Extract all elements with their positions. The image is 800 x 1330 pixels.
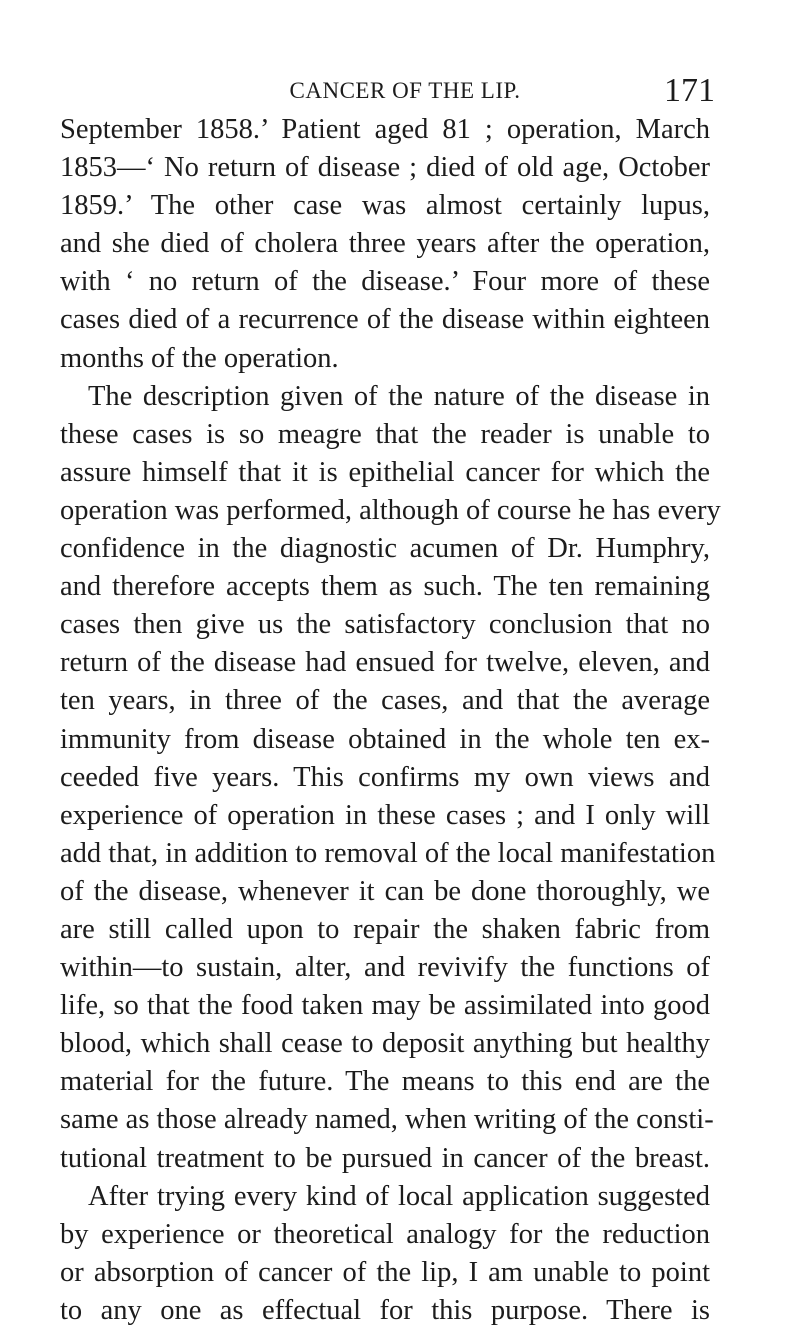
- text-line: and she died of cholera three years after the operation,: [60, 228, 710, 260]
- body-text: [60, 111, 721, 1330]
- text-line: tutional treatment to be pursued in cancer of the breast.: [60, 1142, 710, 1174]
- text-line: 1859.’ The other case was almost certainly lupus,: [60, 190, 710, 222]
- text-line: with ‘ no return of the disease.’ Four more of these: [60, 266, 710, 298]
- text-line: or absorption of cancer of the lip, I am unable to point: [60, 1256, 710, 1288]
- text-line: of the disease, whenever it can be done thoroughly, we: [60, 875, 710, 907]
- running-title: CANCER OF THE LIP.: [289, 78, 521, 103]
- text-line: The description given of the nature of the disease in: [88, 380, 710, 412]
- text-line: After trying every kind of local application suggested: [88, 1180, 710, 1212]
- text-line: these cases is so meagre that the reader is unable to: [60, 418, 710, 450]
- text-line: 1853—‘ No return of disease ; died of old age, October: [60, 152, 710, 184]
- text-line: experience of operation in these cases ; and I only will: [60, 799, 710, 831]
- page-number: 171: [664, 72, 715, 109]
- text-line: are still called upon to repair the shaken fabric from: [60, 913, 710, 945]
- text-line: ten years, in three of the cases, and that the average: [60, 685, 710, 717]
- text-line: to any one as effectual for this purpose. There is: [60, 1294, 710, 1326]
- text-line: life, so that the food taken may be assimilated into good: [60, 990, 710, 1022]
- text-line: ceeded five years. This confirms my own views and: [60, 761, 710, 793]
- text-line: assure himself that it is epithelial cancer for which the: [60, 456, 710, 488]
- text-line: and therefore accepts them as such. The ten remaining: [60, 571, 710, 603]
- text-line: by experience or theoretical analogy for the reduction: [60, 1218, 710, 1250]
- text-line: return of the disease had ensued for twelve, eleven, and: [60, 647, 710, 679]
- text-line: months of the operation.: [60, 342, 339, 374]
- text-line: confidence in the diagnostic acumen of Dr. Humphry,: [60, 533, 710, 565]
- text-line: cases then give us the satisfactory conclusion that no: [60, 609, 710, 641]
- text-line: within—to sustain, alter, and revivify the functions of: [60, 952, 710, 984]
- text-line: blood, which shall cease to deposit anything but healthy: [60, 1028, 710, 1060]
- text-line: same as those already named, when writing of the consti-: [60, 1104, 714, 1136]
- text-line: add that, in addition to removal of the local manifestation: [60, 837, 716, 869]
- text-line: immunity from disease obtained in the whole ten ex-: [60, 723, 710, 755]
- text-line: operation was performed, although of course he has every: [60, 494, 721, 526]
- text-line: September 1858.’ Patient aged 81 ; operation, March: [60, 114, 710, 145]
- running-head: [60, 72, 715, 112]
- text-line: cases died of a recurrence of the disease within eighteen: [60, 304, 710, 336]
- text-line: material for the future. The means to this end are the: [60, 1066, 710, 1098]
